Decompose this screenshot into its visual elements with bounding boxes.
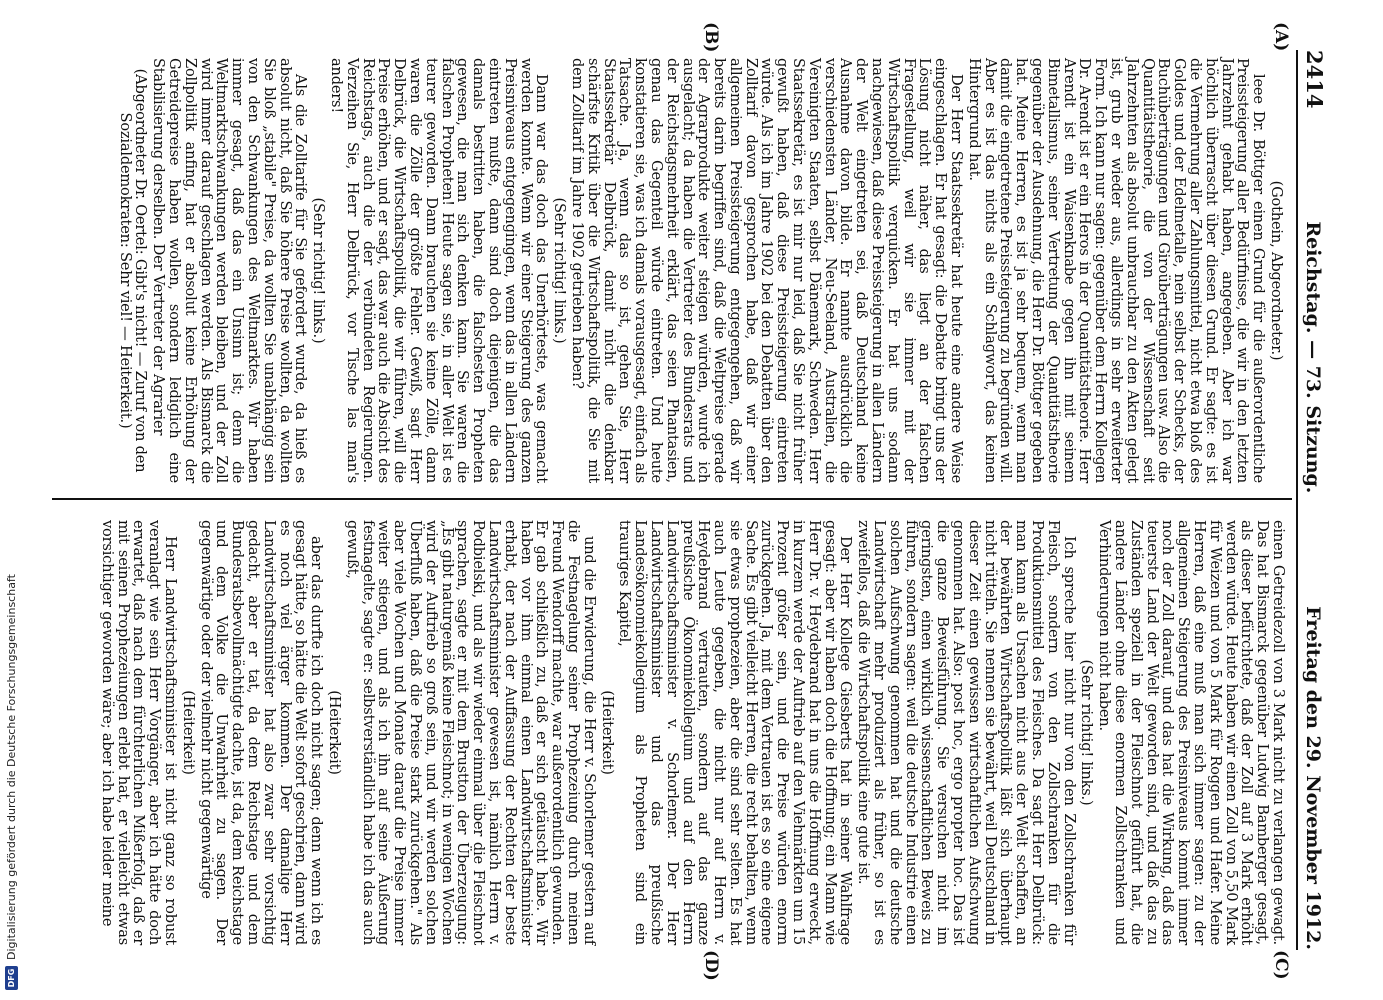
applause-note: (Sehr richtig! links.): [551, 197, 569, 344]
paragraph: einen Getreidezoll von 3 Mark nicht zu verlangen gewagt. Das hat Bismarck gegenüber Ludwig Bamberger gesagt, als dieser befürchtete, daß der Zoll auf 3 Mark erhöht werden würde. Heute haben wir einen Zoll von 5,50 Mark für Weizen und von 5 Mark für Roggen und Hafer. Meine Herren, daß eine muß man sich immer sagen: zu der allgemeinen Steigerung des Preisniveaus kommt immer noch der Zoll darauf, und das hat die Wirkung, daß das teuerste Land der Welt geworden sind, und daß das zu Zuständen speziell in der Fleischnot geführt hat, die andere Länder ohne diese enormen Zollschranken und Verhinderungen nicht haben.: [1096, 520, 1287, 945]
applause-note: (Heiterkeit): [325, 690, 343, 775]
scanned-page: [46, 22, 1336, 981]
page-number: 2414: [1302, 50, 1327, 109]
paragraph: und die Erwiderung, die Herr v. Schorlemer gestern auf die Festnagelung seiner Prophezeiung durch meinen Freund Wendorff machte, war außerordentlich gewunden. Er gab schließlich zu, daß er sich getäuscht habe. Wir haben vor ihm einmal einen Landwirtschaftsminister erhabt, der nach der Auffassung der Rechten der beste Landwirtschaftsminister gewesen ist, nämlich Herrn v. Podbielski, und als wir wieder einmal über die Fleischnot sprachen, sagte er mit dem Brustton der Überzeugung: „Es gibt naturgemäß keine Fleischnot; in wenigen Wochen wird der Auftrieb so groß sein, und wir werden solchen Überfluß haben, daß die Preise stark zurückgehen." Als aber viele Wochen und Monate darauf die Preise immer weiter stiegen, und als ich ihn auf seine Äußerung festnagelte, sagte er: selbstverständlich habe ich das auch gewußt,: [343, 520, 598, 945]
column-divider: [52, 498, 1292, 500]
applause-note: (Heiterkeit): [598, 690, 616, 775]
applause-note: (Sehr richtig! links.): [310, 197, 328, 344]
applause-note: (Sehr richtig! links.): [1078, 659, 1096, 806]
paragraph: Als die Zolltarife für Sie gefordert wurde, da hieß es absolut nicht, daß Sie höhere Preise wollten, da wollten Sie bloß „stabile" Preise, da wollten Sie unabhängig sein von den Schwankungen des Weltmarktes. Wir haben immer gesagt, daß das ein Unsinn ist; denn die Weltmarktschwankungen werden bleiben, und der Zoll wird immer darauf geschlagen werden. Als Bismarck die Zollpolitik anfing, hat er absolut keine Erhöhung der Getreidepreise haben wollen, sondern lediglich eine Stabilisierung derselben. Der Vertreter der Agrarier: [150, 58, 310, 483]
right-column: [97, 520, 1286, 945]
interjection-note: (Abgeordneter Dr. Oertel: Gibt's nicht! — Zuruf von den Sozialdemokraten: Sehr viel! — Heiterkeit.): [116, 68, 150, 473]
applause-note: (Heiterkeit): [179, 690, 197, 775]
page-header: [1296, 50, 1336, 950]
paragraph: Der Herr Kollege Giesberts hat in seiner Wahlfrage gesagt: aber wir haben doch die Hoffnung; ein Mann wie Herr Dr. v. Heydebrand hat in uns die Hoffnung erweckt, in kurzem werde der Auftrieb auf den Viehmärkten um 15 Prozent größer sein, und die Preise würden enorm zurückgehen. Ja, mit dem Vertrauen ist es so eine eigene Sache. Es gibt vielleicht Herren, die recht behalten, wenn sie etwas prophezeien, aber die sind sehr selten. Es hat auch Leute gegeben, die nicht nur auf Herrn v. Heydebrand vertrauten, sondern auf das ganze preußische Ökonomiekollegium und auf den Herrn Landwirtschaftsminister v. Schorlemer. Der Herr Landwirtschaftsminister und das preußische Landesökonomiekollegium als Propheten sind ein trauriges Kapitel,: [616, 520, 855, 945]
digitization-credit: Digitalisierung gefördert durch die Deutsche Forschungsgemeinschaft: [4, 574, 18, 960]
dfg-logo: DFG: [5, 966, 18, 990]
paragraph: leee Dr. Böttger einen Grund für die außerordentliche Preissteigerung aller Bedürfnisse, die wir in den letzten Jahrzehnt gehabt haben, angegeben. Aber ich war höchlich überrascht über diesen Grund. Er sagte: es ist die Vermehrung aller Zahlungsmittel, nicht etwa bloß des Goldes und der Edelmetalle, nein selbst der Schecks, der Buchüberträgungen und Giroüberträgungen usw. Also die Quantitätstheorie, die von der Wissenschaft seit Jahrzehnten als absolut unbrauchbar zu den Akten gelegt ist, grub er wieder aus, allerdings in sehr erweiterter Form. Ich kann nur sagen: gegenüber dem Herrn Kollegen Dr. Arendt ist er ein Heros in der Quantitätstheorie. Herr Arendt ist ein Waisenknabe gegen ihn mit seinem Bimetallismus, seiner Vertretung der Quantitätstheorie gegenüber der Ausdehnung, die Herr Dr. Böttger gegeben hat. Meine Herren, es ist ja sehr bequem, wenn man damit die eingetretene Preissteigerung zu begründen will. Aber es ist das nichts als ein Schlagwort, das keinen Hintergrund hat.: [965, 58, 1268, 483]
speaker-label: (Gothein, Abgeordneter.): [1268, 180, 1285, 361]
margin-marker-b: (B): [701, 22, 721, 53]
paragraph: Der Herr Staatssekretär hat heute eine andere Weise eingeschlagen. Er hat gesagt: die Debatte bringt uns der Lösung nicht näher, das liegt an der falschen Fragestellung, weil wir sie immer mit der Wirtschaftspolitik verquicken. Er hat uns sodann nachgewiesen, daß diese Preissteigerung in allen Ländern der Welt eingetreten sei, daß Deutschland keine Ausnahme davon bilde. Er nannte ausdrücklich die verschiedensten Länder, Neu-Seeland, Australien, die Vereinigten Staaten, selbst Dänemark, Schweden. Herr Staatssekretär, es ist mir nur leid, daß Sie nicht früher gewußt haben, daß diese Preissteigerung eintreten würde. Als ich im Jahre 1902 bei den Debatten über den Zolltarif davon gesprochen habe, daß wir einer allgemeinen Preissteigerung entgegengehen, daß wir bereits darin begriffen sind, daß die Weltpreise gerade der Agrarprodukte weiter steigen würden, wurde ich ausgelacht; da haben die Vertreter des Bundesrats und der Reichstagsmehrheit erklärt, das seien Phantasien, genau das Gegenteil würde eintreten. Und heute konstatieren sie, was ich damals vorausgesagt, einfach als Tatsache. Ja, wenn das so ist, gehen Sie, Herr Staatssekretär Delbrück, damit nicht die denkbar schärfste Kritik über die Wirtschaftspolitik, die Sie mit dem Zolltarif im Jahre 1902 getrieben haben?: [568, 58, 966, 483]
margin-marker-d: (D): [701, 950, 721, 981]
paragraph: Dann war das doch das Unerhörteste, was gemacht werden konnte. Wenn wir einer Steigerung des ganzen Preisniveaus entgegengingen, wenn das in allen Ländern eintreten mußte, dann sind doch diejenigen, die das damals bestritten haben, die falschesten Propheten gewesen, die man sich denken kann. Sie waren die falschen Propheten! Heute sagen sie, in aller Welt ist es teurer geworden. Dann brauchen sie keine Zölle, dann waren die Zölle der größte Fehler. Gewiß, sagt Herr Delbrück, die Wirtschaftspolitik, die wir führen, will die Preise erhöhen, und er sagt, das war auch die Absicht des Reichstags, auch die der verbündeten Regierungen. Verzeihen Sie, Herr Delbrück, vor Tische las man's anders!: [327, 58, 551, 483]
margin-marker-c: (C): [1271, 950, 1291, 980]
paragraph: Ich spreche hier nicht nur von den Zollschranken für Fleisch, sondern von den Zollschranken für die Produktionsmittel des Fleisches. Da sagt Herr Delbrück: man kann als Ursachen nicht aus der Welt schaffen, an der bewährten Wirtschaftspolitik läßt sich überhaupt nicht rütteln. Sie nennen sie bewährt, weil Deutschland in dieser Zeit einen gewissen wirtschaftlichen Aufschwung genommen hat. Also: post hoc, ergo propter hoc. Das ist die ganze Beweisführung. Sie versuchen nicht im geringsten, einen wirklich wissenschaftlichen Beweis zu führen, sondern sagen: weil die deutsche Industrie einen solchen Aufschwung genommen hat und die deutsche Landwirtschaft mehr produziert als früher, so ist es zweifellos, daß die Wirtschaftspolitik eine gute ist.: [855, 520, 1078, 945]
left-column: [115, 58, 1286, 483]
paragraph: Herr Landwirtschaftsminister ist nicht ganz so robust veranlagt wie sein Herr Vorgänger, aber ich hätte doch erwartet, daß nach dem fürchterlichen Mißerfolg, daß er mit seinen Prophezeiungen erlebt hat, er vielleicht etwas vorsichtiger geworden wäre; aber ich habe leider meine: [98, 520, 180, 945]
margin-marker-a: (A): [1271, 22, 1291, 52]
page-date: Freitag den 29. November 1912.: [1302, 606, 1324, 950]
footer-strip: [0, 0, 22, 1000]
page-title: Reichstag. — 73. Sitzung.: [1302, 221, 1324, 494]
paragraph: aber das durfte ich doch nicht sagen; denn wenn ich es gesagt hätte, so hätte die Welt sofort geschrien, dann wird es noch viel ärger kommen. Der damalige Herr Landwirtschaftsminister hat also zwar sehr vorsichtig gedacht, aber er tat, da dem Reichstage und dem Bundesratsbevollmächtigte dachte, ist da, dem Reichstage und dem Volke die Unwahrheit zu sagen. Der gegenwärtige oder der vielmehr nicht gegenwärtige: [197, 520, 326, 945]
